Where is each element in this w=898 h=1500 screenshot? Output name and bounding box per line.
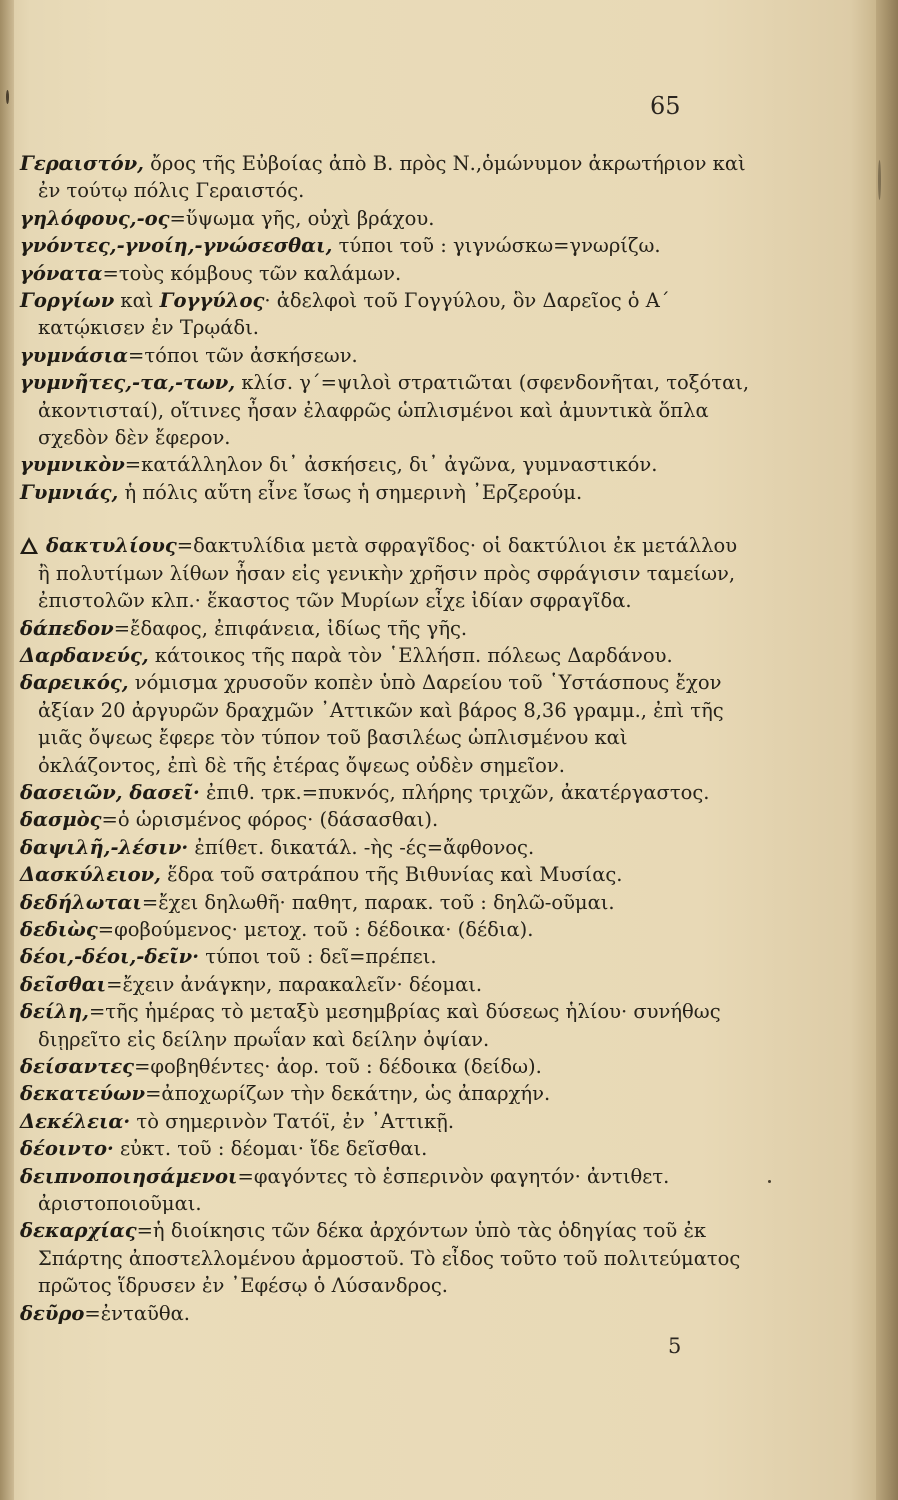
entry <box>20 916 752 943</box>
headword: Δασκύλειον, <box>20 863 161 887</box>
definition: =φοβηθέντες· ἀορ. τοῦ : δέδοικα (δείδω). <box>134 1055 542 1078</box>
entry <box>20 287 752 342</box>
definition: κάτοικος τῆς παρὰ τὸν ῾Ελλήσπ. πόλεως Δαρδάνου. <box>148 643 673 667</box>
headword: δαψιλῆ,-λέσιν· <box>20 835 189 859</box>
page-edge <box>876 0 898 1500</box>
definition: =ὁ ὡρισμένος φόρος· (δάσασθαι). <box>101 808 439 832</box>
definition: =φαγόντες τὸ ἑσπερινὸν φαγητόν· ἀντιθετ. ἀριστοποιοῦμαι. <box>38 1164 670 1216</box>
entry <box>20 1163 752 1218</box>
definition: =τῆς ἡμέρας τὸ μεταξὺ μεσημβρίας καὶ δύσεως ἡλίου· συνήθως διῃρεῖτο εἰς δείλην πρωΐαν καὶ δείλην ὀψίαν. <box>38 1000 721 1051</box>
definition: εὐκτ. τοῦ : δέομαι· ἴδε δεῖσθαι. <box>113 1137 428 1161</box>
entry <box>20 232 752 259</box>
headword: Γοργίων <box>20 289 115 313</box>
definition: =κατάλληλον δι᾿ ἀσκήσεις, δι᾿ ἀγῶνα, γυμναστικόν. <box>124 453 658 477</box>
definition: =ἔχει δηλωθῆ· παθητ, παρακ. τοῦ : δηλῶ-οῦμαι. <box>141 890 615 914</box>
page-gutter <box>0 0 14 1500</box>
definition: ὄρος τῆς Εὐβοίας ἀπὸ Β. πρὸς Ν.,ὁμώνυμον ἀκρωτήριον καὶ ἐν τούτῳ πόλις Γεραιστός. <box>38 152 746 203</box>
definition: ἕδρα τοῦ σατράπου τῆς Βιθυνίας καὶ Μυσίας. <box>160 863 623 887</box>
headword: δακτυλίους <box>46 534 177 558</box>
definition: =φοβούμενος· μετοχ. τοῦ : δέδοικα· (δέδια). <box>97 917 534 941</box>
definition: τύποι τοῦ : γιγνώσκω=γνωρίζω. <box>332 234 661 258</box>
signature-number: 5 <box>668 1334 682 1358</box>
headword: γυμνάσια <box>20 343 129 367</box>
headword: Γεραιστόν, <box>20 152 144 175</box>
headword: δεδιὼς <box>20 917 98 941</box>
entry <box>20 1300 752 1327</box>
headword: δειπνοποιησάμενοι <box>20 1164 238 1188</box>
headword: δεκαρχίας <box>20 1219 137 1243</box>
headword: δασμὸς <box>20 808 102 832</box>
entry <box>20 369 752 451</box>
headword: Γογγύλος <box>159 289 265 313</box>
headword: δάπεδον <box>20 616 114 640</box>
headword: γυμνικὸν <box>20 453 125 477</box>
entry <box>20 998 752 1053</box>
definition: τὸ σημερινὸν Τατόϊ, ἐν ᾿Αττικῇ. <box>130 1109 455 1133</box>
headword: δείσαντες <box>20 1055 135 1078</box>
definition: καὶ <box>114 289 160 313</box>
entry <box>20 779 752 806</box>
entry <box>20 834 752 861</box>
definition: =ἀποχωρίζων τὴν δεκάτην, ὡς ἀπαρχήν. <box>145 1082 551 1106</box>
page-number: 65 <box>650 92 681 120</box>
definition: τύποι τοῦ : δεῖ=πρέπει. <box>199 945 437 969</box>
entry <box>20 971 752 998</box>
paper-speck <box>6 90 9 104</box>
headword: Γυμνιάς, <box>20 480 119 504</box>
headword: δεῦρο <box>20 1301 85 1325</box>
definition: νόμισμα χρυσοῦν κοπὲν ὑπὸ Δαρείου τοῦ ῾Υστάσπους ἔχον ἀξίαν 20 ἀργυρῶν δραχμῶν ᾿Αττικῶν καὶ βάρος 8,36 γραμμ., ἐπὶ τῆς μιᾶς ὄψεως ἔφερε τὸν τύπον τοῦ βασιλέως ὡπλισμένου καὶ ὀκλάζοντος, ἐπὶ δὲ τῆς ἑτέρας ὄψεως οὐδὲν σημεῖον. <box>38 671 724 777</box>
definition: =τόποι τῶν ἀσκήσεων. <box>128 343 358 367</box>
definition: ἡ πόλις αὕτη εἶνε ἴσως ἡ σημερινὴ ᾿Ερζερούμ. <box>118 480 583 504</box>
entry <box>20 1053 752 1080</box>
headword: δεκατεύων <box>20 1082 146 1106</box>
headword: δασειῶν, δασεῖ· <box>20 780 200 804</box>
entry <box>20 861 752 888</box>
entry <box>20 1108 752 1135</box>
headword: γηλόφους,-ος <box>20 206 170 230</box>
definition: =ἔχειν ἀνάγκην, παρακαλεῖν· δέομαι. <box>106 972 483 996</box>
definition: =ἐνταῦθα. <box>84 1301 190 1325</box>
entry <box>20 205 752 232</box>
definition: · ἀδελφοὶ τοῦ Γογγύλου, ὃν Δαρεῖος ὁ Α΄ κατῴκισεν ἐν Τρῳάδι. <box>38 289 670 340</box>
entry <box>20 1080 752 1107</box>
headword: γυμνῆτες,-τα,-των, <box>20 371 236 395</box>
headword: δαρεικός, <box>20 671 129 695</box>
entry <box>20 806 752 833</box>
definition: =ἔδαφος, ἐπιφάνεια, ἰδίως τῆς γῆς. <box>113 616 468 640</box>
paper-speck <box>768 1180 771 1183</box>
headword: γόνατα <box>20 261 103 285</box>
headword: δείλη, <box>20 1000 89 1024</box>
entry <box>20 342 752 369</box>
entry <box>20 1135 752 1162</box>
headword: Δεκέλεια· <box>20 1109 131 1133</box>
headword: γνόντες,-γνοίη,-γνώσεσθαι, <box>20 234 333 258</box>
entry <box>20 889 752 916</box>
definition: =τοὺς κόμβους τῶν καλάμων. <box>102 261 402 285</box>
glossary-text <box>20 150 752 1327</box>
headword: δέοι,-δέοι,-δεῖν· <box>20 945 199 969</box>
headword: δέοιντο· <box>20 1137 114 1161</box>
entry <box>20 615 752 642</box>
headword: δεῖσθαι <box>20 972 107 996</box>
headword: δεδήλωται <box>20 890 142 914</box>
definition: ἐπιθ. τρκ.=πυκνός, πλήρης τριχῶν, ἀκατέργαστος. <box>199 780 710 804</box>
definition: =ἡ διοίκησις τῶν δέκα ἀρχόντων ὑπὸ τὰς ὁδηγίας τοῦ ἐκ Σπάρτης ἀποστελλομένου ἁρμοστοῦ. Τὸ εἶδος τοῦτο τοῦ πολιτεύματος πρῶτος ἵδρυσεν ἐν ᾿Εφέσῳ ὁ Λύσανδρος. <box>38 1219 741 1298</box>
entry <box>20 1217 752 1299</box>
entry <box>20 669 752 779</box>
entry <box>20 150 752 205</box>
paper-speck <box>878 160 881 200</box>
definition: =ὕψωμα γῆς, οὐχὶ βράχου. <box>169 206 435 230</box>
entry <box>20 479 752 506</box>
delta-section-marker-icon <box>20 537 38 554</box>
entry <box>20 642 752 669</box>
entry <box>20 943 752 970</box>
definition: κλίσ. γ΄=ψιλοὶ στρατιῶται (σφενδονῆται, τοξόται, ἀκοντισταί), οἵτινες ἦσαν ἐλαφρῶς ὡπλισμένοι καὶ ἀμυντικὰ ὅπλα σχεδὸν δὲν ἔφερον. <box>38 371 750 450</box>
entry <box>20 451 752 478</box>
definition: ἐπίθετ. δικατάλ. -ὴς -ές=ἄφθονος. <box>188 835 535 859</box>
entry <box>20 532 752 614</box>
headword: Δαρδανεύς, <box>20 643 149 667</box>
entry <box>20 260 752 287</box>
definition: =δακτυλίδια μετὰ σφραγῖδος· οἱ δακτύλιοι ἐκ μετάλλου ἢ πολυτίμων λίθων ἦσαν εἰς γενικὴν χρῆσιν πρὸς σφράγισιν ταμείων, ἐπιστολῶν κλπ.· ἕκαστος τῶν Μυρίων εἶχε ἰδίαν σφραγῖδα. <box>38 534 738 613</box>
section-gap <box>20 506 752 532</box>
